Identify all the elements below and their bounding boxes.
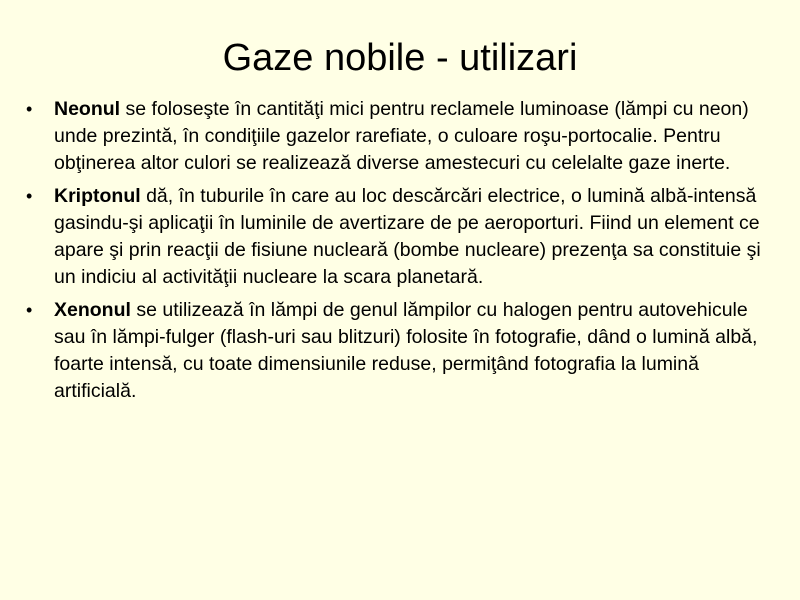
bullet-term: Kriptonul [54, 185, 141, 207]
slide-title: Gaze nobile - utilizari [222, 37, 578, 79]
bullet-item-xenon [24, 297, 774, 405]
bullet-item-neon [24, 96, 774, 177]
bullet-term: Neonul [54, 98, 121, 120]
bullet-icon: • [26, 99, 33, 119]
bullet-icon: • [26, 186, 33, 206]
bullet-icon: • [26, 300, 33, 320]
bullet-text: dă, în tuburile în care au loc descărcări electrice, o lumină albă-intensă gasindu-şi aplicaţii în luminile de avertizare de pe aeroporturi. Fiind un element ce apare şi prin reacţii de fisiune nucleară (bombe nucleare) prezenţa sa constituie şi un indiciu al activităţii nucleare la scara planetară. [54, 185, 761, 288]
bullet-item-krypton [24, 183, 774, 291]
bullet-list [24, 96, 774, 411]
bullet-text: se foloseşte în cantităţi mici pentru reclamele luminoase (lămpi cu neon) unde prezintă, în condiţiile gazelor rarefiate, o culoare roşu-portocalie. Pentru obţinerea altor culori se realizează diverse amestecuri cu celelalte gaze inerte. [54, 98, 749, 174]
bullet-term: Xenonul [54, 299, 131, 321]
bullet-text: se utilizează în lămpi de genul lămpilor cu halogen pentru autovehicule sau în lămpi-fulger (flash-uri sau blitzuri) folosite în fotografie, dând o lumină albă, foarte intensă, cu toate dimensiunile reduse, permiţând fotografia la lumină artificială. [54, 299, 758, 402]
